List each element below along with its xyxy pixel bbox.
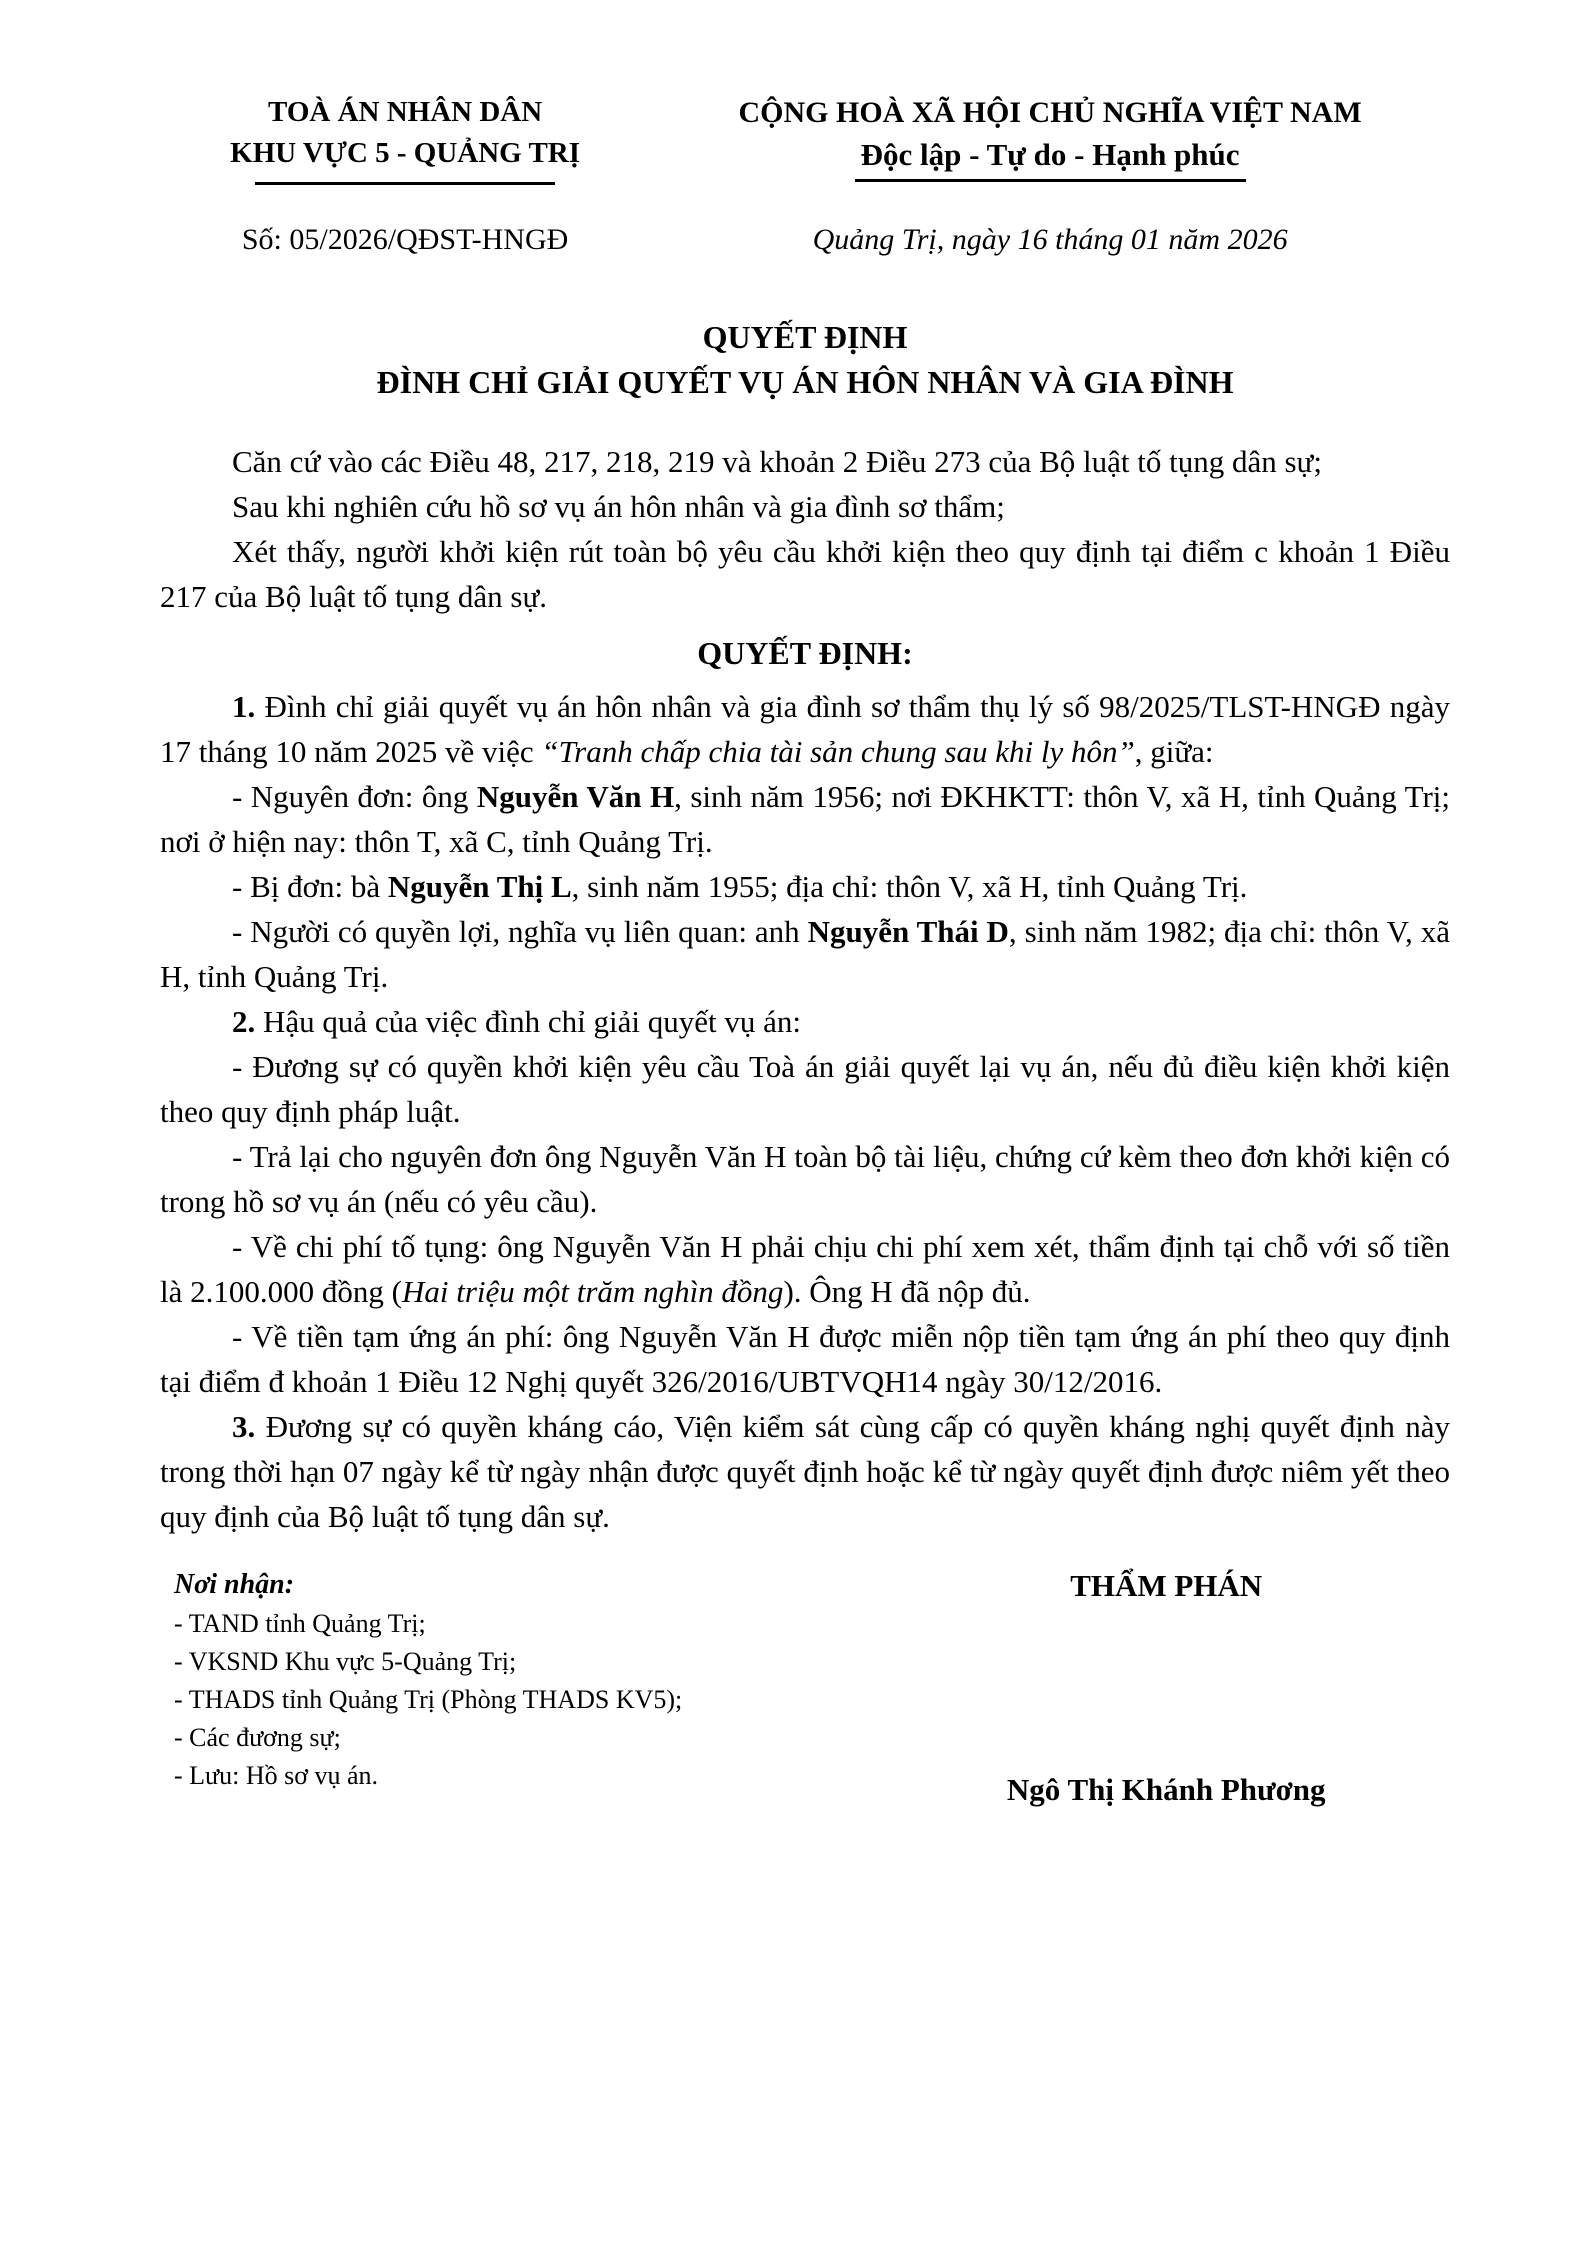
text-run: ). Ông H đã nộp đủ. bbox=[783, 1274, 1031, 1309]
preamble-section bbox=[160, 439, 1450, 619]
recipients-list bbox=[174, 1605, 882, 1795]
recipient-item: - VKSND Khu vực 5-Quảng Trị; bbox=[174, 1647, 517, 1676]
text-run: Nguyễn Thị L bbox=[387, 869, 572, 904]
text-run: Nguyễn Văn H bbox=[476, 779, 675, 814]
body-paragraph bbox=[160, 774, 1450, 864]
recipient-item: - THADS tỉnh Quảng Trị (Phòng THADS KV5); bbox=[174, 1685, 683, 1714]
recipient-item: - Các đương sự; bbox=[174, 1723, 341, 1752]
body-paragraph bbox=[160, 1224, 1450, 1314]
text-run: - Về chi phí tố tụng: ông Nguyễn Văn H phải chịu chi phí xem xét, thẩm định tại chỗ với số tiền là 2.100.000 đồng ( bbox=[160, 1229, 1450, 1309]
text-run: - Đương sự có quyền khởi kiện yêu cầu Toà án giải quyết lại vụ án, nếu đủ điều kiện khởi kiện theo quy định pháp luật. bbox=[160, 1049, 1450, 1129]
body-paragraph bbox=[160, 439, 1450, 484]
text-run: Xét thấy, người khởi kiện rút toàn bộ yêu cầu khởi kiện theo quy định tại điểm c khoản 1 Điều 217 của Bộ luật tố tụng dân sự. bbox=[160, 534, 1450, 614]
text-run: - Người có quyền lợi, nghĩa vụ liên quan: anh bbox=[232, 914, 808, 949]
court-name-line2: KHU VỰC 5 - QUẢNG TRỊ bbox=[230, 137, 581, 169]
document-header bbox=[160, 92, 1450, 185]
body-paragraph bbox=[160, 864, 1450, 909]
text-run: “Tranh chấp chia tài sản chung sau khi ly hôn” bbox=[541, 734, 1135, 769]
text-run: - Trả lại cho nguyên đơn ông Nguyễn Văn H toàn bộ tài liệu, chứng cứ kèm theo đơn khởi kiện có trong hồ sơ vụ án (nếu có yêu cầu). bbox=[160, 1139, 1450, 1219]
court-underline-rule bbox=[255, 182, 555, 185]
national-motto-text: Độc lập - Tự do - Hạnh phúc bbox=[855, 133, 1246, 182]
title-line2: ĐÌNH CHỈ GIẢI QUYẾT VỤ ÁN HÔN NHÂN VÀ GIA ĐÌNH bbox=[376, 364, 1234, 400]
text-run: Đình chỉ giải quyết vụ án hôn nhân và gia đình sơ thẩm thụ lý số 98/2025/TLST-HNGĐ ngày 17 tháng 10 năm 2025 về việc bbox=[160, 689, 1450, 769]
body-paragraph bbox=[160, 909, 1450, 999]
national-motto bbox=[650, 133, 1450, 182]
decision-section bbox=[160, 684, 1450, 1539]
document-title bbox=[160, 315, 1450, 405]
recipients-label: Nơi nhận: bbox=[174, 1569, 295, 1600]
text-run: - Bị đơn: bà bbox=[232, 869, 388, 904]
place-date-line: Quảng Trị, ngày 16 tháng 01 năm 2026 bbox=[812, 223, 1288, 256]
body-paragraph bbox=[160, 1404, 1450, 1539]
issuing-court-block bbox=[160, 92, 650, 185]
title-line1: QUYẾT ĐỊNH bbox=[702, 319, 908, 355]
text-run: , giữa: bbox=[1134, 734, 1214, 769]
text-run: 2. bbox=[232, 1004, 263, 1039]
document-footer bbox=[160, 1565, 1450, 1808]
body-paragraph bbox=[160, 999, 1450, 1044]
national-motto-block bbox=[650, 92, 1450, 185]
text-run: 3. bbox=[232, 1409, 266, 1444]
text-run: - Nguyên đơn: ông bbox=[232, 779, 477, 814]
document-number: Số: 05/2026/QĐST-HNGĐ bbox=[241, 223, 569, 256]
text-run: , sinh năm 1955; địa chỉ: thôn V, xã H, tỉnh Quảng Trị. bbox=[571, 869, 1248, 904]
recipient-item: - TAND tỉnh Quảng Trị; bbox=[174, 1609, 426, 1638]
body-paragraph bbox=[160, 1314, 1450, 1404]
judge-name: Ngô Thị Khánh Phương bbox=[1006, 1772, 1326, 1807]
text-run: Đương sự có quyền kháng cáo, Viện kiểm sát cùng cấp có quyền kháng nghị quyết định này trong thời hạn 07 ngày kể từ ngày nhận được quyết định hoặc kể từ ngày quyết định được niêm yết theo quy định của Bộ luật tố tụng dân sự. bbox=[160, 1409, 1450, 1534]
body-paragraph bbox=[160, 1044, 1450, 1134]
recipients-block bbox=[160, 1565, 882, 1808]
decision-heading: QUYẾT ĐỊNH: bbox=[697, 635, 913, 671]
national-title: CỘNG HOÀ XÃ HỘI CHỦ NGHĨA VIỆT NAM bbox=[738, 96, 1362, 129]
judge-title: THẨM PHÁN bbox=[1070, 1568, 1263, 1603]
body-paragraph bbox=[160, 1134, 1450, 1224]
body-paragraph bbox=[160, 529, 1450, 619]
court-name-line1: TOÀ ÁN NHÂN DÂN bbox=[268, 96, 543, 128]
recipient-item: - Lưu: Hồ sơ vụ án. bbox=[174, 1761, 379, 1790]
text-run: Sau khi nghiên cứu hồ sơ vụ án hôn nhân và gia đình sơ thẩm; bbox=[232, 489, 1005, 524]
text-run: , sinh năm 1956; nơi ĐKHKTT: thôn V, xã H, tỉnh Quảng Trị; nơi ở hiện nay: thôn T, xã C, tỉnh Quảng Trị. bbox=[160, 779, 1451, 859]
text-run: Hai triệu một trăm nghìn đồng bbox=[401, 1274, 784, 1309]
text-run: 1. bbox=[232, 689, 265, 724]
text-run: , sinh năm 1982; địa chỉ: thôn V, xã H, tỉnh Quảng Trị. bbox=[160, 914, 1450, 994]
body-paragraph bbox=[160, 684, 1450, 774]
text-run: Hậu quả của việc đình chỉ giải quyết vụ án: bbox=[263, 1004, 802, 1039]
number-date-row bbox=[160, 223, 1450, 257]
signature-block bbox=[882, 1565, 1450, 1808]
text-run: Căn cứ vào các Điều 48, 217, 218, 219 và khoản 2 Điều 273 của Bộ luật tố tụng dân sự; bbox=[232, 444, 1322, 479]
body-paragraph bbox=[160, 484, 1450, 529]
text-run: - Về tiền tạm ứng án phí: ông Nguyễn Văn H được miễn nộp tiền tạm ứng án phí theo quy định tại điểm đ khoản 1 Điều 12 Nghị quyết 326/2016/UBTVQH14 ngày 30/12/2016. bbox=[160, 1319, 1450, 1399]
text-run: Nguyễn Thái D bbox=[807, 914, 1009, 949]
